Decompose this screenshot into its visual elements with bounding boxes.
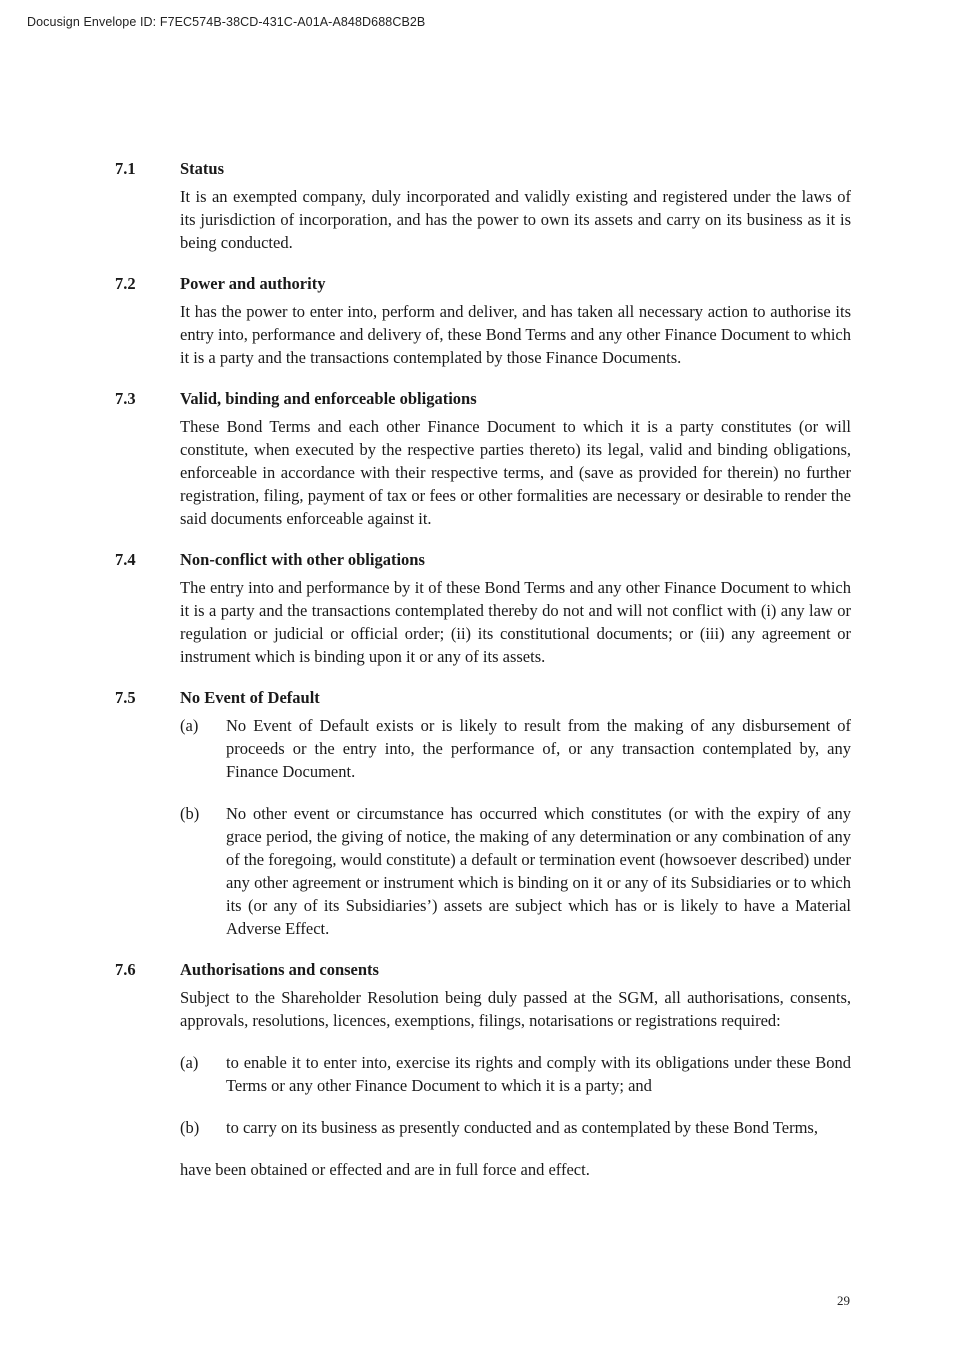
section-heading: [115, 388, 851, 410]
section-title: No Event of Default: [180, 688, 320, 707]
section-7-1: [115, 158, 851, 254]
section-heading: [115, 273, 851, 295]
sub-clause-text: to enable it to enter into, exercise its rights and comply with its obligations under these Bond Terms or any other Finance Document to which it is a party; and: [226, 1053, 851, 1095]
document-body: [115, 158, 851, 1200]
section-title: Valid, binding and enforceable obligations: [180, 389, 477, 408]
section-title: Status: [180, 159, 225, 178]
section-title: Non-conflict with other obligations: [180, 550, 425, 569]
section-body: It has the power to enter into, perform and deliver, and has taken all necessary action to authorise its entry into, performance and delivery of, these Bond Terms and any other Finance Document to which it is a party and the transactions contemplated by those Finance Documents.: [180, 302, 851, 367]
sub-clause-label: (b): [180, 1118, 200, 1137]
section-7-6: [115, 959, 851, 1181]
section-number: 7.5: [115, 688, 136, 707]
section-body: It is an exempted company, duly incorporated and validly existing and registered under the laws of its jurisdiction of incorporation, and has the power to own its assets and carry on its business as it is being conducted.: [180, 187, 851, 252]
section-number: 7.1: [115, 159, 136, 178]
section-7-5: [115, 687, 851, 940]
section-number: 7.3: [115, 389, 136, 408]
sub-clause-a: [180, 714, 851, 783]
section-7-3: [115, 388, 851, 530]
sub-clause-label: (b): [180, 804, 200, 823]
sub-clause-b: [180, 802, 851, 940]
section-7-2: [115, 273, 851, 369]
page-number: 29: [837, 1293, 850, 1308]
section-heading: [115, 959, 851, 981]
sub-clause-text: No Event of Default exists or is likely to result from the making of any disbursement of proceeds or the entry into, the performance of, or any transaction contemplated by, any Finance Document.: [226, 716, 851, 781]
section-heading: [115, 549, 851, 571]
section-title: Power and authority: [180, 274, 326, 293]
section-body: These Bond Terms and each other Finance Document to which it is a party constitutes (or will constitute, when executed by the respective parties thereto) its legal, valid and binding obligations, enforceable in accordance with their respective terms, and (save as provided for therein) no further registration, filing, payment of tax or fees or other formalities are necessary or desirable to render the said documents enforceable against it.: [180, 417, 851, 528]
section-title: Authorisations and consents: [180, 960, 379, 979]
section-7-4: [115, 549, 851, 668]
sub-clause-label: (a): [180, 716, 199, 735]
sub-clause-text: to carry on its business as presently conducted and as contemplated by these Bond Terms,: [226, 1118, 818, 1137]
section-number: 7.6: [115, 960, 136, 979]
sub-clause-text: No other event or circumstance has occurred which constitutes (or with the expiry of any grace period, the giving of notice, the making of any determination or any combination of any of the foregoing, would constitute) a default or termination event (howsoever described) under any other agreement or instrument which is binding on it or any of its Subsidiaries or to which its (or any of its Subsidiaries’) assets are subject which has or is likely to have a Material Adverse Effect.: [226, 804, 851, 938]
section-heading: [115, 158, 851, 180]
section-body: The entry into and performance by it of these Bond Terms and any other Finance Document to which it is a party and the transactions contemplated thereby do not and will not conflict with (i) any law or regulation or judicial or official order; (ii) its constitutional documents; or (iii) any agreement or instrument which is binding upon it or any of its assets.: [180, 578, 851, 666]
sub-clause-b: [180, 1116, 851, 1139]
docusign-envelope-id: Docusign Envelope ID: F7EC574B-38CD-431C-A01A-A848D688CB2B: [27, 15, 426, 29]
sub-clause-label: (a): [180, 1053, 199, 1072]
section-body: Subject to the Shareholder Resolution being duly passed at the SGM, all authorisations, consents, approvals, resolutions, licences, exemptions, filings, notarisations or registrations required:: [180, 988, 851, 1030]
section-closing: have been obtained or effected and are in full force and effect.: [180, 1160, 590, 1179]
sub-clause-a: [180, 1051, 851, 1097]
section-number: 7.4: [115, 550, 136, 569]
section-heading: [115, 687, 851, 709]
section-number: 7.2: [115, 274, 136, 293]
